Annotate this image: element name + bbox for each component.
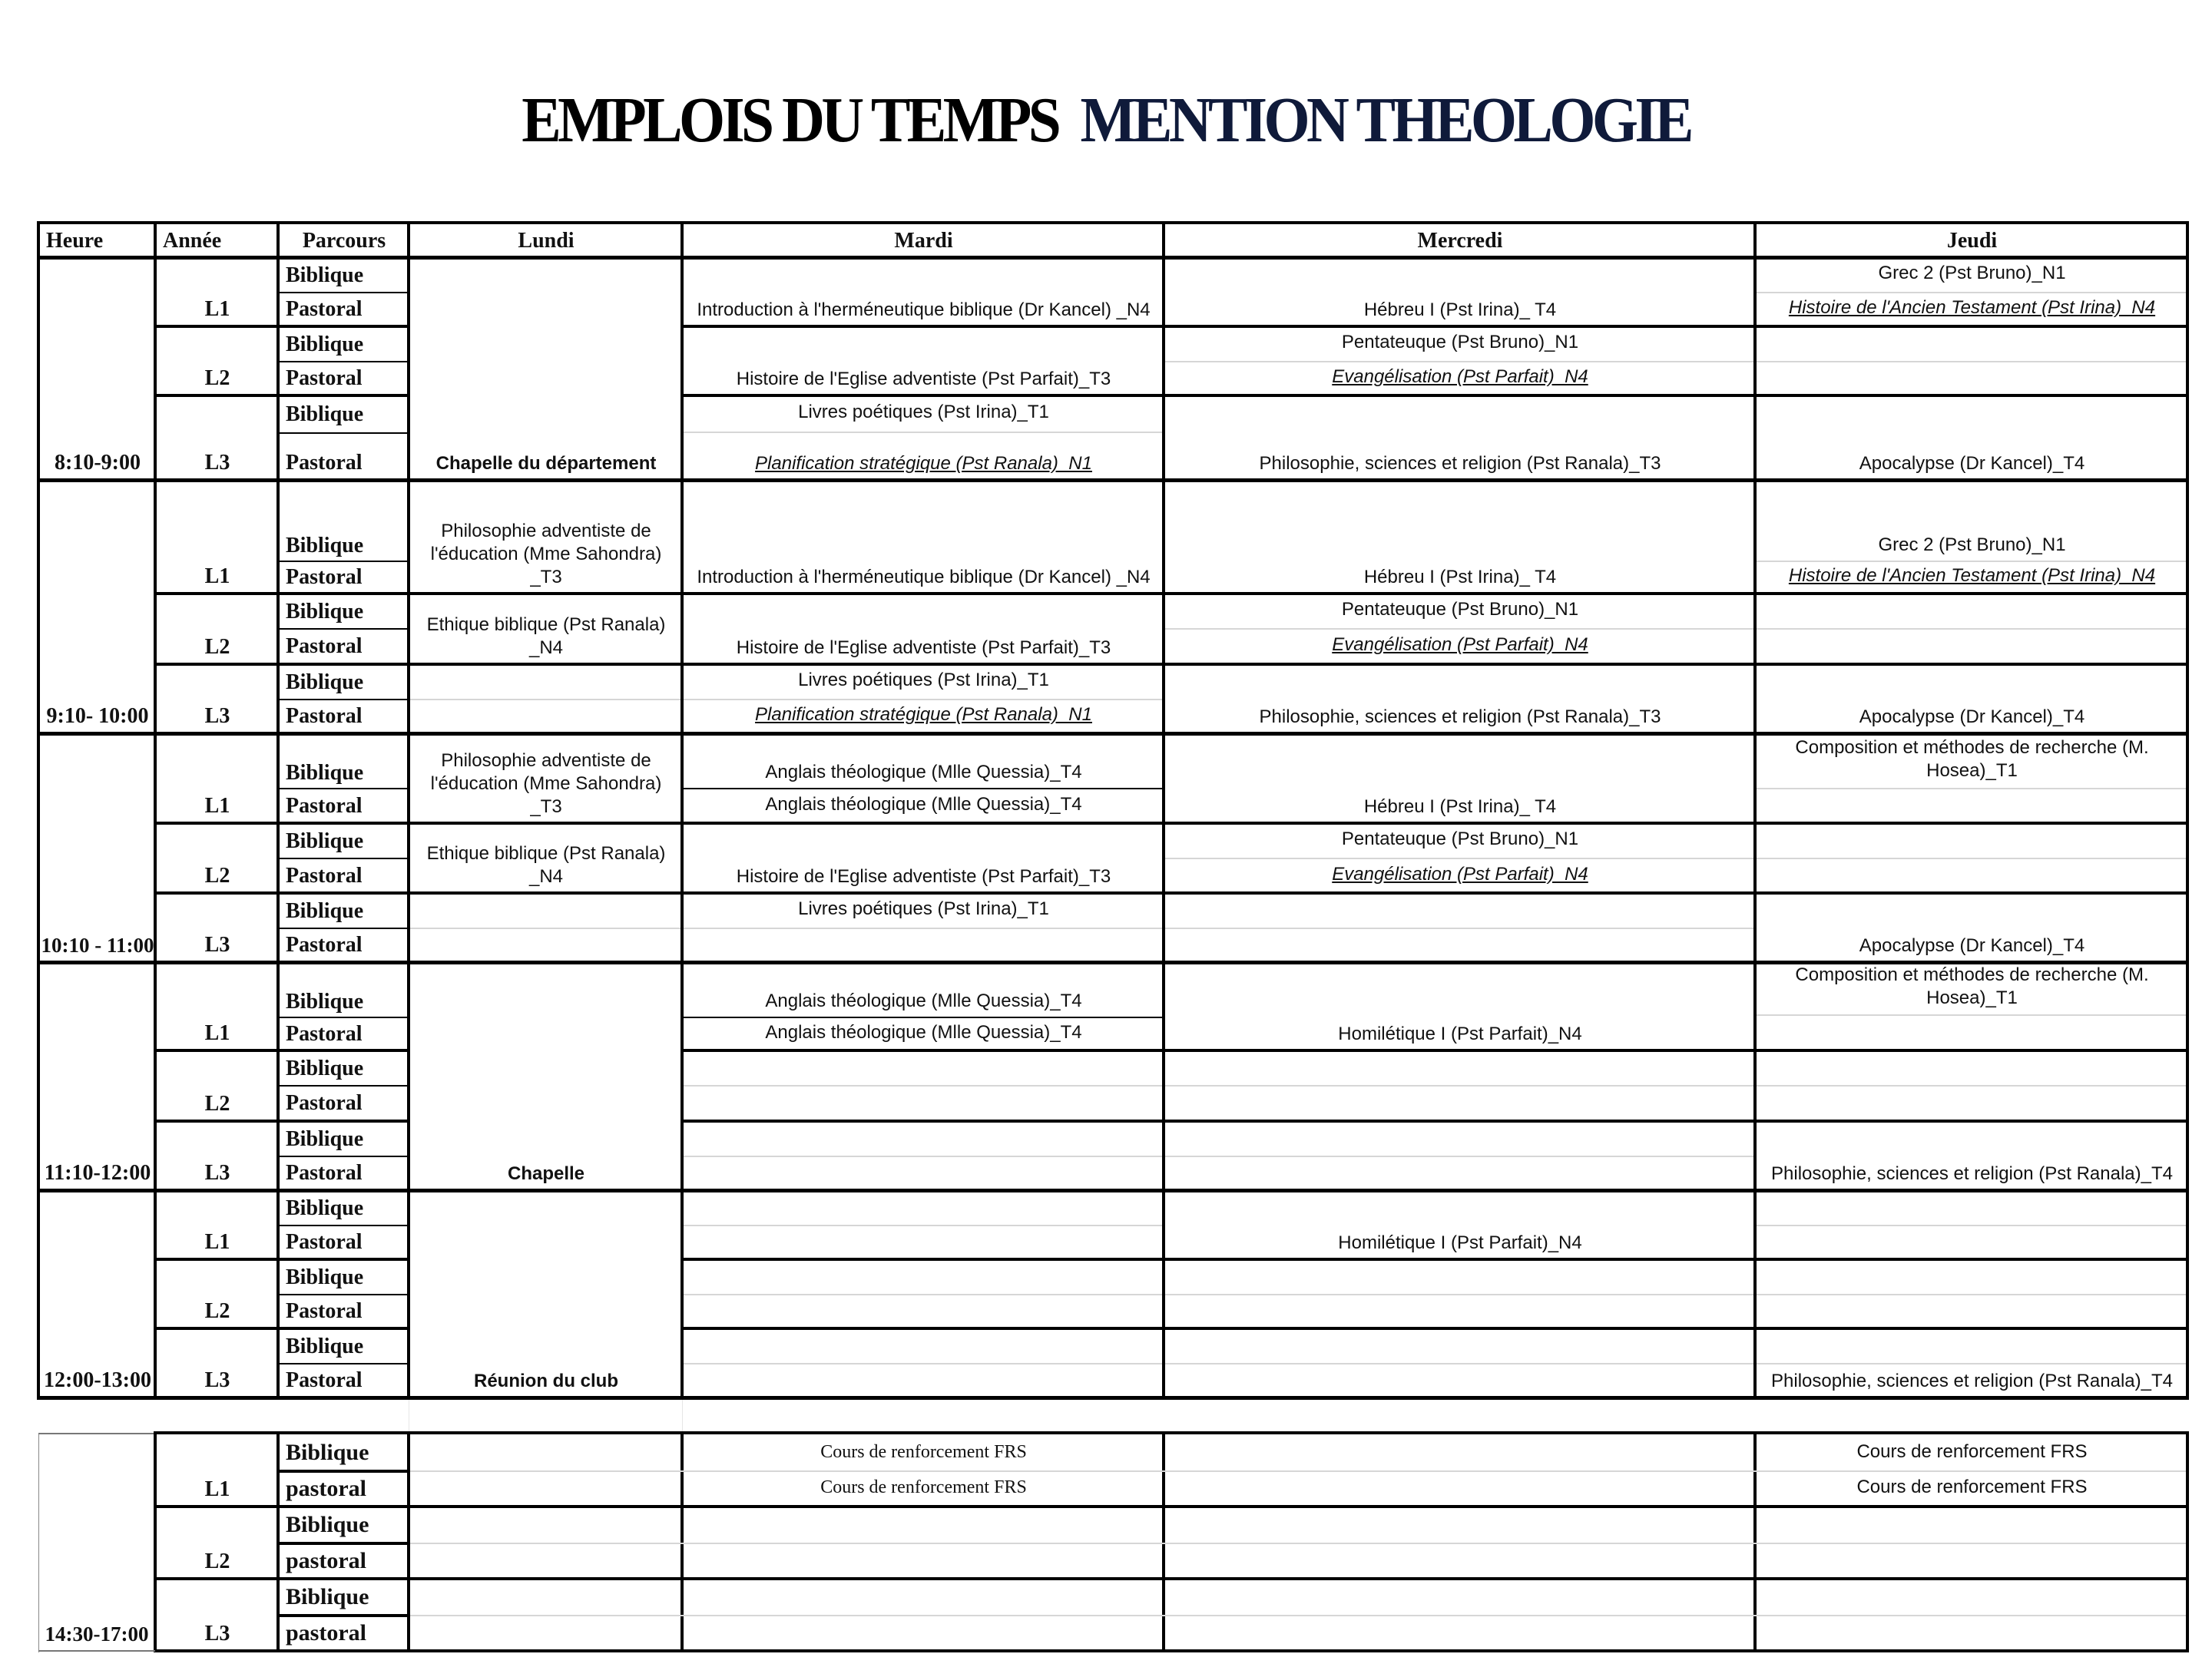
parcours-pastoral: Pastoral (286, 1368, 363, 1392)
jeudi-course: Apocalypse (Dr Kancel)_T4 (1859, 453, 2085, 474)
parcours-biblique: Biblique (286, 263, 364, 287)
lundi-course: Philosophie adventiste de l'éducation (Mme Sahondra) _T3 (430, 750, 662, 817)
mardi-course: Cours de renforcement FRS (820, 1477, 1027, 1497)
mardi-course: Histoire de l'Eglise adventiste (Pst Parfait)_T3 (736, 369, 1111, 389)
time-slot-1: 8:10-9:00 (55, 451, 141, 475)
parcours-biblique: Biblique (286, 1057, 364, 1080)
parcours-biblique: Biblique (286, 899, 364, 923)
parcours-biblique: Biblique (286, 534, 364, 557)
mercredi-course: Pentateuque (Pst Bruno)_N1 (1341, 829, 1579, 849)
jeudi-course: Grec 2 (Pst Bruno)_N1 (1878, 534, 2066, 555)
jeudi-course: Histoire de l'Ancien Testament (Pst Irina)_N4 (1788, 565, 2156, 586)
parcours-biblique: Biblique (286, 1512, 369, 1537)
parcours-pastoral: Pastoral (286, 1230, 363, 1254)
mercredi-course: Hébreu I (Pst Irina)_ T4 (1363, 299, 1557, 320)
time-slot-2: 9:10- 10:00 (46, 704, 149, 728)
lundi-course: Ethique biblique (Pst Ranala) _N4 (426, 614, 666, 658)
year-l3: L3 (204, 451, 230, 475)
mercredi-course: Pentateuque (Pst Bruno)_N1 (1341, 599, 1579, 620)
header-mardi: Mardi (894, 228, 953, 253)
parcours-pastoral: Pastoral (286, 366, 363, 390)
year-l2: L2 (204, 1299, 230, 1323)
mercredi-course: Hébreu I (Pst Irina)_ T4 (1363, 796, 1557, 817)
mercredi-course: Homilétique I (Pst Parfait)_N4 (1338, 1024, 1582, 1044)
lundi-course: Philosophie adventiste de l'éducation (Mme Sahondra) _T3 (430, 521, 662, 587)
mardi-course: Livres poétiques (Pst Irina)_T1 (798, 670, 1049, 690)
mardi-course: Anglais théologique (Mlle Quessia)_T4 (765, 1021, 1082, 1043)
page-title (88, 83, 2124, 157)
mercredi-course: Evangélisation (Pst Parfait)_N4 (1332, 366, 1588, 387)
mardi-course: Anglais théologique (Mlle Quessia)_T4 (765, 793, 1082, 815)
parcours-biblique: Biblique (286, 990, 364, 1014)
lundi-chapelle: Chapelle (507, 1163, 585, 1184)
parcours-pastoral: Pastoral (286, 1091, 363, 1115)
parcours-biblique: Biblique (286, 1584, 369, 1609)
year-l3: L3 (204, 1368, 230, 1392)
mercredi-course: Philosophie, sciences et religion (Pst Ranala)_T3 (1259, 453, 1661, 474)
jeudi-course: Cours de renforcement FRS (1856, 1441, 2088, 1462)
parcours-biblique: Biblique (286, 1335, 364, 1358)
jeudi-course: Philosophie, sciences et religion (Pst Ranala)_T4 (1771, 1163, 2173, 1184)
time-slot-6: 14:30-17:00 (45, 1622, 149, 1646)
mardi-course: Histoire de l'Eglise adventiste (Pst Parfait)_T3 (736, 866, 1111, 887)
parcours-biblique: Biblique (286, 1440, 369, 1465)
mercredi-course: Evangélisation (Pst Parfait)_N4 (1332, 863, 1588, 885)
year-l3: L3 (204, 704, 230, 728)
parcours-biblique: Biblique (286, 1196, 364, 1220)
mardi-course: Livres poétiques (Pst Irina)_T1 (798, 402, 1049, 422)
parcours-pastoral: Pastoral (286, 1299, 363, 1323)
year-l2: L2 (204, 366, 230, 390)
jeudi-course: Grec 2 (Pst Bruno)_N1 (1878, 263, 2066, 283)
parcours-biblique: Biblique (286, 829, 364, 853)
jeudi-course: Cours de renforcement FRS (1856, 1477, 2088, 1497)
lundi-chapelle-departement: Chapelle du département (435, 453, 657, 474)
parcours-biblique: Biblique (286, 600, 364, 624)
year-l1: L1 (204, 1477, 230, 1501)
year-l3: L3 (204, 1161, 230, 1185)
mercredi-course: Pentateuque (Pst Bruno)_N1 (1341, 332, 1579, 352)
parcours-pastoral: pastoral (286, 1548, 366, 1573)
jeudi-course: Composition et méthodes de recherche (M. Hosea)_T1 (1795, 964, 2149, 1008)
parcours-biblique: Biblique (286, 761, 364, 785)
year-l1: L1 (204, 1230, 230, 1254)
parcours-pastoral: Pastoral (286, 451, 363, 475)
time-slot-4: 11:10-12:00 (44, 1161, 151, 1185)
time-slot-3: 10:10 - 11:00 (41, 934, 154, 957)
parcours-pastoral: Pastoral (286, 704, 363, 728)
header-jeudi: Jeudi (1946, 228, 1998, 253)
title-part-2: MENTION THEOLOGIE (1080, 84, 1690, 156)
header-lundi: Lundi (518, 228, 575, 253)
jeudi-course: Apocalypse (Dr Kancel)_T4 (1859, 706, 2085, 727)
parcours-biblique: Biblique (286, 402, 364, 426)
mercredi-course: Homilétique I (Pst Parfait)_N4 (1338, 1232, 1582, 1253)
header-mercredi: Mercredi (1417, 228, 1503, 253)
parcours-pastoral: Pastoral (286, 297, 363, 321)
time-slot-5: 12:00-13:00 (44, 1368, 151, 1392)
parcours-biblique: Biblique (286, 670, 364, 694)
year-l2: L2 (204, 1550, 230, 1573)
header-heure: Heure (46, 228, 104, 253)
parcours-pastoral: Pastoral (286, 1021, 363, 1046)
year-l2: L2 (204, 864, 230, 888)
parcours-biblique: Biblique (286, 332, 364, 356)
header-parcours: Parcours (302, 228, 386, 253)
mardi-course: Planification stratégique (Pst Ranala)_N1 (755, 704, 1092, 725)
parcours-pastoral: pastoral (286, 1476, 366, 1501)
header-annee: Année (163, 228, 222, 253)
year-l3: L3 (204, 1622, 230, 1646)
jeudi-course: Apocalypse (Dr Kancel)_T4 (1859, 935, 2085, 956)
mardi-course: Introduction à l'herméneutique biblique (Dr Kancel) _N4 (697, 299, 1151, 320)
year-l3: L3 (204, 933, 230, 957)
jeudi-course: Histoire de l'Ancien Testament (Pst Irina)_N4 (1788, 297, 2156, 318)
mardi-course: Planification stratégique (Pst Ranala)_N1 (755, 453, 1092, 474)
mercredi-course: Philosophie, sciences et religion (Pst Ranala)_T3 (1259, 706, 1661, 727)
year-l1: L1 (204, 1021, 230, 1045)
year-l2: L2 (204, 1092, 230, 1116)
mardi-course: Introduction à l'herméneutique biblique (Dr Kancel) _N4 (697, 567, 1151, 587)
parcours-pastoral: pastoral (286, 1620, 366, 1646)
title-part-1: EMPLOIS DU TEMPS (522, 84, 1058, 156)
jeudi-course: Philosophie, sciences et religion (Pst Ranala)_T4 (1771, 1371, 2173, 1391)
parcours-biblique: Biblique (286, 1265, 364, 1289)
parcours-pastoral: Pastoral (286, 793, 363, 818)
year-l1: L1 (204, 564, 230, 588)
mardi-course: Cours de renforcement FRS (820, 1442, 1027, 1462)
year-l1: L1 (204, 794, 230, 818)
parcours-pastoral: Pastoral (286, 933, 363, 957)
mardi-course: Livres poétiques (Pst Irina)_T1 (798, 898, 1049, 919)
mardi-course: Anglais théologique (Mlle Quessia)_T4 (765, 991, 1082, 1011)
parcours-biblique: Biblique (286, 1127, 364, 1151)
mercredi-course: Evangélisation (Pst Parfait)_N4 (1332, 634, 1588, 655)
lundi-course: Ethique biblique (Pst Ranala) _N4 (426, 843, 666, 887)
mardi-course: Histoire de l'Eglise adventiste (Pst Parfait)_T3 (736, 637, 1111, 658)
parcours-pastoral: Pastoral (286, 1161, 363, 1185)
parcours-pastoral: Pastoral (286, 863, 363, 888)
parcours-pastoral: Pastoral (286, 565, 363, 589)
mardi-course: Anglais théologique (Mlle Quessia)_T4 (765, 762, 1082, 782)
lundi-reunion-club: Réunion du club (474, 1371, 618, 1391)
year-l2: L2 (204, 635, 230, 659)
jeudi-course: Composition et méthodes de recherche (M. Hosea)_T1 (1795, 737, 2149, 781)
year-l1: L1 (204, 297, 230, 321)
mercredi-course: Hébreu I (Pst Irina)_ T4 (1363, 567, 1557, 587)
parcours-pastoral: Pastoral (286, 634, 363, 658)
